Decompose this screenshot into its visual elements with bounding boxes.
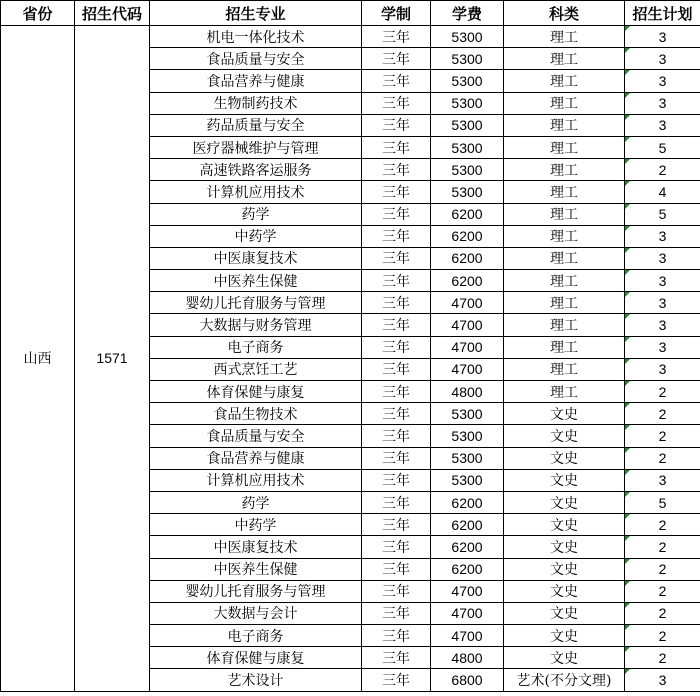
cell-marker-icon [625, 470, 630, 475]
plan-cell [625, 602, 700, 624]
duration-cell: 三年 [362, 92, 431, 114]
plan-cell [625, 225, 700, 247]
cell-marker-icon [625, 359, 630, 364]
fee-cell: 4800 [431, 647, 504, 669]
plan-cell [625, 536, 700, 558]
category-cell: 理工 [504, 181, 625, 203]
major-cell: 中医康复技术 [150, 536, 362, 558]
plan-cell [625, 514, 700, 536]
fee-cell: 4700 [431, 336, 504, 358]
fee-cell: 5300 [431, 48, 504, 70]
table-row [1, 26, 700, 48]
duration-cell: 三年 [362, 669, 431, 691]
cell-marker-icon [625, 581, 630, 586]
plan-cell [625, 625, 700, 647]
header-code: 招生代码 [75, 1, 150, 26]
category-cell: 理工 [504, 358, 625, 380]
plan-value: 3 [658, 339, 667, 356]
fee-cell: 4700 [431, 292, 504, 314]
cell-marker-icon [625, 625, 630, 630]
plan-value: 2 [658, 605, 667, 622]
header-row [1, 1, 700, 26]
cell-marker-icon [625, 181, 630, 186]
major-cell: 中药学 [150, 514, 362, 536]
plan-value: 2 [658, 627, 667, 644]
duration-cell: 三年 [362, 403, 431, 425]
plan-value: 3 [658, 72, 667, 89]
cell-marker-icon [625, 137, 630, 142]
category-cell: 理工 [504, 136, 625, 158]
duration-cell: 三年 [362, 70, 431, 92]
plan-cell [625, 425, 700, 447]
category-cell: 文史 [504, 491, 625, 513]
major-cell: 西式烹饪工艺 [150, 358, 362, 380]
duration-cell: 三年 [362, 647, 431, 669]
duration-cell: 三年 [362, 136, 431, 158]
major-cell: 高速铁路客运服务 [150, 159, 362, 181]
plan-value: 3 [658, 672, 667, 689]
duration-cell: 三年 [362, 314, 431, 336]
plan-cell [625, 580, 700, 602]
header-fee: 学费 [431, 1, 504, 26]
major-cell: 艺术设计 [150, 669, 362, 691]
category-cell: 理工 [504, 336, 625, 358]
plan-value: 2 [658, 450, 667, 467]
category-cell: 文史 [504, 580, 625, 602]
plan-cell [625, 203, 700, 225]
plan-value: 2 [658, 649, 667, 666]
major-cell: 体育保健与康复 [150, 381, 362, 403]
category-cell: 理工 [504, 26, 625, 48]
plan-value: 2 [658, 561, 667, 578]
plan-cell [625, 70, 700, 92]
enrollment-code-cell: 1571 [75, 26, 150, 692]
plan-value: 3 [658, 117, 667, 134]
plan-cell [625, 491, 700, 513]
cell-marker-icon [625, 559, 630, 564]
plan-cell [625, 336, 700, 358]
category-cell: 文史 [504, 469, 625, 491]
category-cell: 文史 [504, 558, 625, 580]
plan-value: 3 [658, 294, 667, 311]
category-cell: 文史 [504, 403, 625, 425]
plan-value: 2 [658, 516, 667, 533]
cell-marker-icon [625, 70, 630, 75]
fee-cell: 5300 [431, 70, 504, 92]
header-category: 科类 [504, 1, 625, 26]
header-duration: 学制 [362, 1, 431, 26]
plan-value: 2 [658, 383, 667, 400]
cell-marker-icon [625, 425, 630, 430]
category-cell: 文史 [504, 514, 625, 536]
plan-cell [625, 247, 700, 269]
major-cell: 婴幼儿托育服务与管理 [150, 580, 362, 602]
cell-marker-icon [625, 204, 630, 209]
fee-cell: 5300 [431, 425, 504, 447]
fee-cell: 6200 [431, 558, 504, 580]
plan-value: 5 [658, 494, 667, 511]
plan-value: 5 [658, 206, 667, 223]
fee-cell: 5300 [431, 114, 504, 136]
major-cell: 机电一体化技术 [150, 26, 362, 48]
plan-value: 3 [658, 317, 667, 334]
plan-cell [625, 403, 700, 425]
plan-cell [625, 159, 700, 181]
fee-cell: 6200 [431, 491, 504, 513]
cell-marker-icon [625, 226, 630, 231]
plan-cell [625, 314, 700, 336]
duration-cell: 三年 [362, 580, 431, 602]
table-body [1, 26, 700, 692]
plan-value: 2 [658, 161, 667, 178]
fee-cell: 5300 [431, 181, 504, 203]
plan-cell [625, 381, 700, 403]
plan-cell [625, 92, 700, 114]
fee-cell: 4700 [431, 314, 504, 336]
province-cell: 山西 [1, 26, 75, 692]
major-cell: 中医养生保健 [150, 558, 362, 580]
plan-value: 2 [658, 538, 667, 555]
major-cell: 电子商务 [150, 336, 362, 358]
major-cell: 婴幼儿托育服务与管理 [150, 292, 362, 314]
plan-value: 5 [658, 139, 667, 156]
cell-marker-icon [625, 93, 630, 98]
fee-cell: 5300 [431, 403, 504, 425]
duration-cell: 三年 [362, 558, 431, 580]
major-cell: 药品质量与安全 [150, 114, 362, 136]
plan-value: 2 [658, 583, 667, 600]
fee-cell: 6200 [431, 514, 504, 536]
plan-cell [625, 114, 700, 136]
category-cell: 文史 [504, 625, 625, 647]
cell-marker-icon [625, 669, 630, 674]
major-cell: 食品质量与安全 [150, 48, 362, 70]
cell-marker-icon [625, 536, 630, 541]
major-cell: 中药学 [150, 225, 362, 247]
category-cell: 理工 [504, 203, 625, 225]
category-cell: 理工 [504, 70, 625, 92]
major-cell: 计算机应用技术 [150, 469, 362, 491]
category-cell: 文史 [504, 447, 625, 469]
category-cell: 理工 [504, 381, 625, 403]
plan-cell [625, 48, 700, 70]
category-cell: 理工 [504, 48, 625, 70]
plan-value: 3 [658, 361, 667, 378]
cell-marker-icon [625, 381, 630, 386]
duration-cell: 三年 [362, 270, 431, 292]
fee-cell: 6200 [431, 225, 504, 247]
cell-marker-icon [625, 448, 630, 453]
fee-cell: 6200 [431, 536, 504, 558]
category-cell: 理工 [504, 225, 625, 247]
cell-marker-icon [625, 159, 630, 164]
cell-marker-icon [625, 337, 630, 342]
fee-cell: 5300 [431, 159, 504, 181]
fee-cell: 5300 [431, 447, 504, 469]
category-cell: 理工 [504, 92, 625, 114]
major-cell: 食品营养与健康 [150, 447, 362, 469]
plan-cell [625, 447, 700, 469]
major-cell: 食品营养与健康 [150, 70, 362, 92]
duration-cell: 三年 [362, 381, 431, 403]
major-cell: 医疗器械维护与管理 [150, 136, 362, 158]
category-cell: 理工 [504, 292, 625, 314]
plan-cell [625, 358, 700, 380]
plan-value: 3 [658, 95, 667, 112]
fee-cell: 4800 [431, 381, 504, 403]
fee-cell: 4700 [431, 358, 504, 380]
duration-cell: 三年 [362, 336, 431, 358]
plan-cell [625, 647, 700, 669]
duration-cell: 三年 [362, 447, 431, 469]
plan-value: 3 [658, 472, 667, 489]
duration-cell: 三年 [362, 425, 431, 447]
plan-cell [625, 270, 700, 292]
fee-cell: 5300 [431, 469, 504, 491]
cell-marker-icon [625, 647, 630, 652]
header-major: 招生专业 [150, 1, 362, 26]
fee-cell: 5300 [431, 26, 504, 48]
duration-cell: 三年 [362, 247, 431, 269]
major-cell: 计算机应用技术 [150, 181, 362, 203]
plan-value: 2 [658, 405, 667, 422]
major-cell: 中医康复技术 [150, 247, 362, 269]
plan-value: 3 [658, 250, 667, 267]
plan-value: 4 [658, 183, 667, 200]
major-cell: 大数据与会计 [150, 602, 362, 624]
duration-cell: 三年 [362, 625, 431, 647]
duration-cell: 三年 [362, 358, 431, 380]
cell-marker-icon [625, 248, 630, 253]
duration-cell: 三年 [362, 48, 431, 70]
major-cell: 食品质量与安全 [150, 425, 362, 447]
fee-cell: 4700 [431, 602, 504, 624]
duration-cell: 三年 [362, 181, 431, 203]
cell-marker-icon [625, 314, 630, 319]
category-cell: 理工 [504, 159, 625, 181]
cell-marker-icon [625, 115, 630, 120]
table-header [1, 1, 700, 26]
plan-value: 2 [658, 427, 667, 444]
duration-cell: 三年 [362, 159, 431, 181]
category-cell: 文史 [504, 602, 625, 624]
major-cell: 生物制药技术 [150, 92, 362, 114]
category-cell: 文史 [504, 536, 625, 558]
duration-cell: 三年 [362, 292, 431, 314]
duration-cell: 三年 [362, 225, 431, 247]
category-cell: 理工 [504, 247, 625, 269]
duration-cell: 三年 [362, 469, 431, 491]
major-cell: 体育保健与康复 [150, 647, 362, 669]
fee-cell: 6800 [431, 669, 504, 691]
duration-cell: 三年 [362, 536, 431, 558]
plan-cell [625, 669, 700, 691]
plan-value: 3 [658, 28, 667, 45]
major-cell: 中医养生保健 [150, 270, 362, 292]
fee-cell: 6200 [431, 270, 504, 292]
plan-value: 3 [658, 272, 667, 289]
major-cell: 电子商务 [150, 625, 362, 647]
fee-cell: 5300 [431, 136, 504, 158]
duration-cell: 三年 [362, 114, 431, 136]
major-cell: 大数据与财务管理 [150, 314, 362, 336]
fee-cell: 4700 [431, 580, 504, 602]
fee-cell: 6200 [431, 247, 504, 269]
major-cell: 食品生物技术 [150, 403, 362, 425]
plan-cell [625, 26, 700, 48]
category-cell: 艺术(不分文理) [504, 669, 625, 691]
major-cell: 药学 [150, 491, 362, 513]
duration-cell: 三年 [362, 602, 431, 624]
fee-cell: 6200 [431, 203, 504, 225]
category-cell: 理工 [504, 270, 625, 292]
duration-cell: 三年 [362, 203, 431, 225]
plan-cell [625, 136, 700, 158]
category-cell: 文史 [504, 647, 625, 669]
plan-cell [625, 292, 700, 314]
plan-cell [625, 469, 700, 491]
duration-cell: 三年 [362, 26, 431, 48]
cell-marker-icon [625, 48, 630, 53]
duration-cell: 三年 [362, 491, 431, 513]
major-cell: 药学 [150, 203, 362, 225]
cell-marker-icon [625, 603, 630, 608]
plan-cell [625, 181, 700, 203]
fee-cell: 4700 [431, 625, 504, 647]
header-plan: 招生计划 [625, 1, 700, 26]
cell-marker-icon [625, 270, 630, 275]
plan-value: 3 [658, 50, 667, 67]
cell-marker-icon [625, 514, 630, 519]
plan-cell [625, 558, 700, 580]
category-cell: 文史 [504, 425, 625, 447]
header-province: 省份 [1, 1, 75, 26]
cell-marker-icon [625, 26, 630, 31]
category-cell: 理工 [504, 314, 625, 336]
plan-value: 3 [658, 228, 667, 245]
cell-marker-icon [625, 292, 630, 297]
cell-marker-icon [625, 403, 630, 408]
cell-marker-icon [625, 492, 630, 497]
category-cell: 理工 [504, 114, 625, 136]
duration-cell: 三年 [362, 514, 431, 536]
fee-cell: 5300 [431, 92, 504, 114]
